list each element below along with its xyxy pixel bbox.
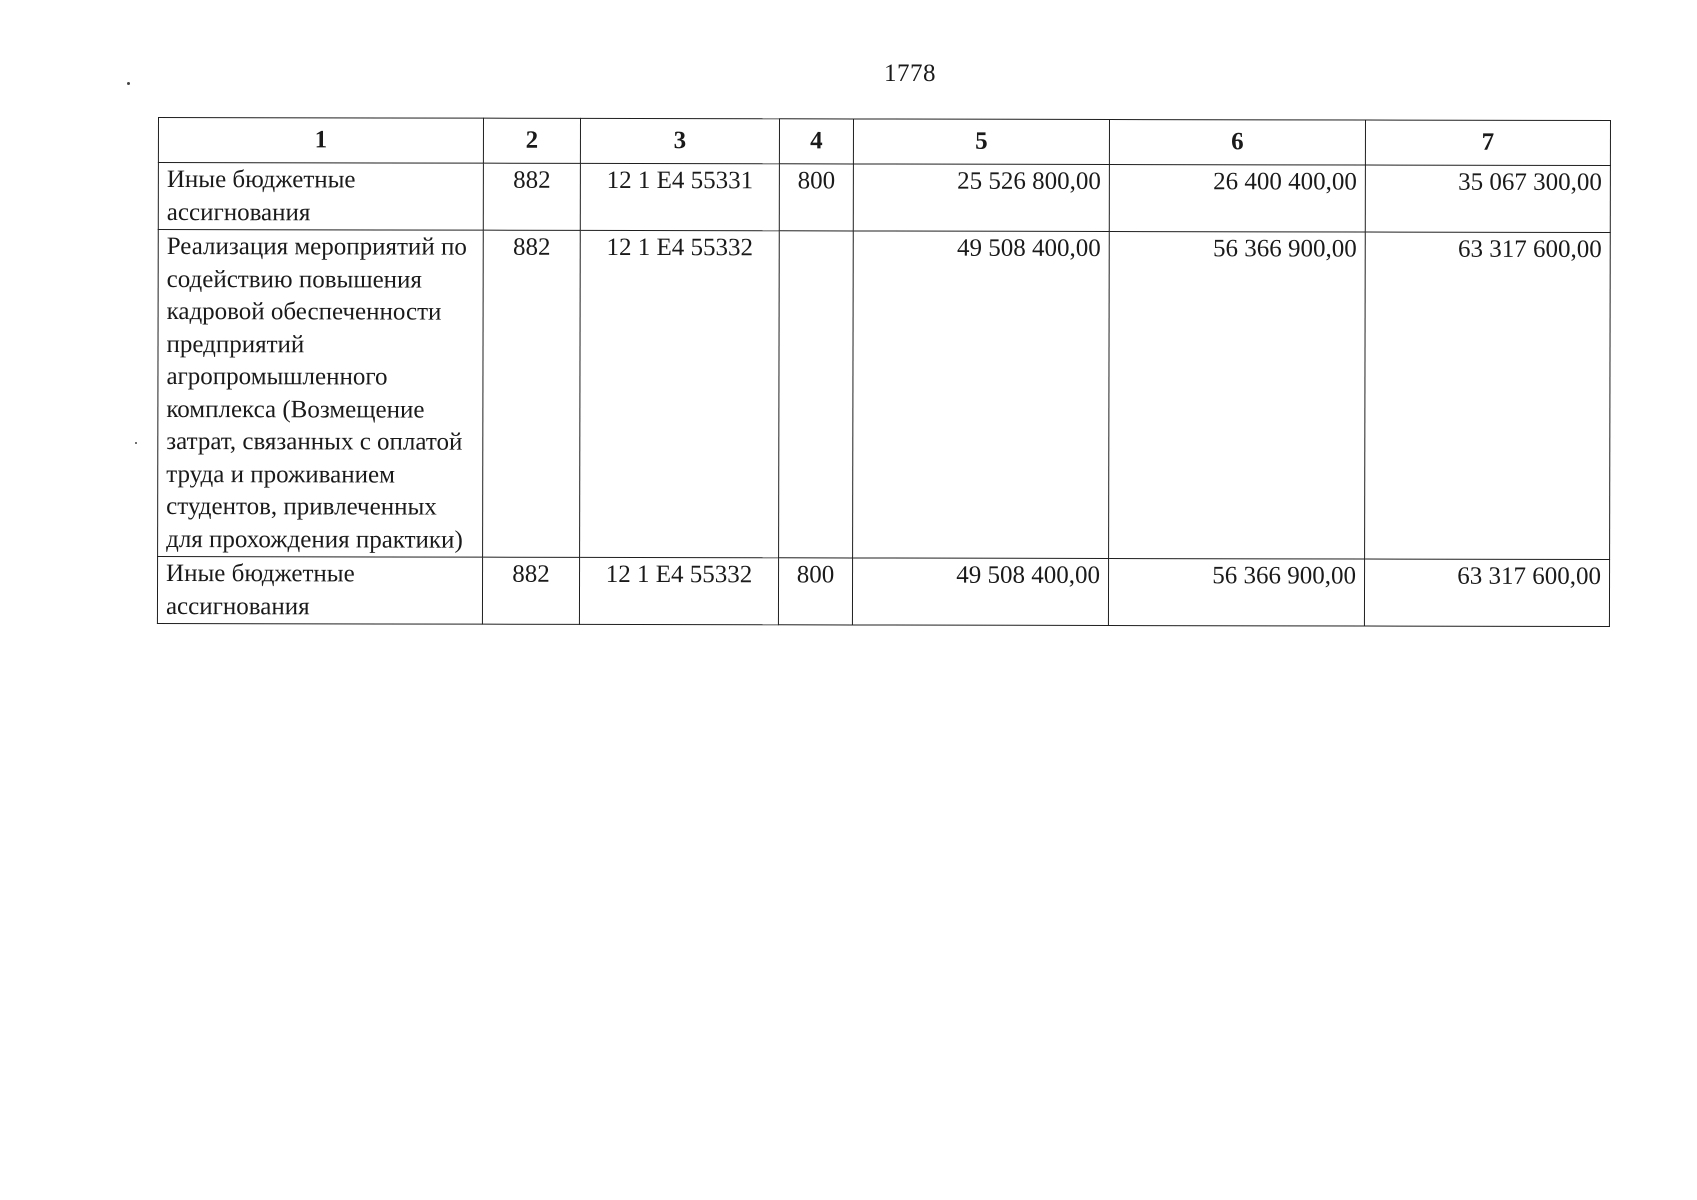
row-name: Иные бюджетные ассигнования [157,557,482,625]
amount-year-3: 35 067 300,00 [1365,165,1610,233]
table-row [157,557,1609,627]
ministry-code: 882 [483,230,581,557]
expense-type-code: 800 [779,164,853,231]
amount-year-1: 49 508 400,00 [852,558,1108,626]
column-header: 1 [158,118,483,164]
scan-speck [127,82,130,85]
table-row [158,163,1610,233]
ministry-code: 882 [482,557,579,624]
expense-type-code: 800 [778,558,852,625]
table-row [158,230,1611,560]
expense-type-code [779,231,854,558]
column-header: 5 [853,119,1109,165]
column-header: 4 [779,119,853,164]
ministry-code: 882 [483,163,580,230]
amount-year-1: 49 508 400,00 [853,231,1110,559]
budget-table [157,117,1611,627]
amount-year-2: 56 366 900,00 [1109,231,1366,559]
column-header: 7 [1365,120,1610,166]
target-article-code: 12 1 E4 55332 [579,557,778,624]
column-header: 3 [580,118,779,163]
amount-year-3: 63 317 600,00 [1365,232,1611,560]
target-article-code: 12 1 E4 55332 [580,230,780,557]
page-number: 1778 [884,60,936,87]
amount-year-2: 26 400 400,00 [1109,164,1365,232]
table-header-row [158,118,1610,166]
amount-year-1: 25 526 800,00 [853,164,1109,232]
row-name: Реализация мероприятий по содействию повышения кадровой обеспеченности предприятий агропромышленного комплекса (Возмещение затрат, связанных с оплатой труда и проживанием студентов, привлеченных для прохождения практики) [158,230,484,558]
amount-year-3: 63 317 600,00 [1364,559,1609,627]
row-name: Иные бюджетные ассигнования [158,163,483,231]
column-header: 6 [1109,119,1365,165]
scan-speck [135,442,137,444]
amount-year-2: 56 366 900,00 [1108,558,1364,626]
target-article-code: 12 1 E4 55331 [580,163,779,230]
column-header: 2 [483,118,580,163]
